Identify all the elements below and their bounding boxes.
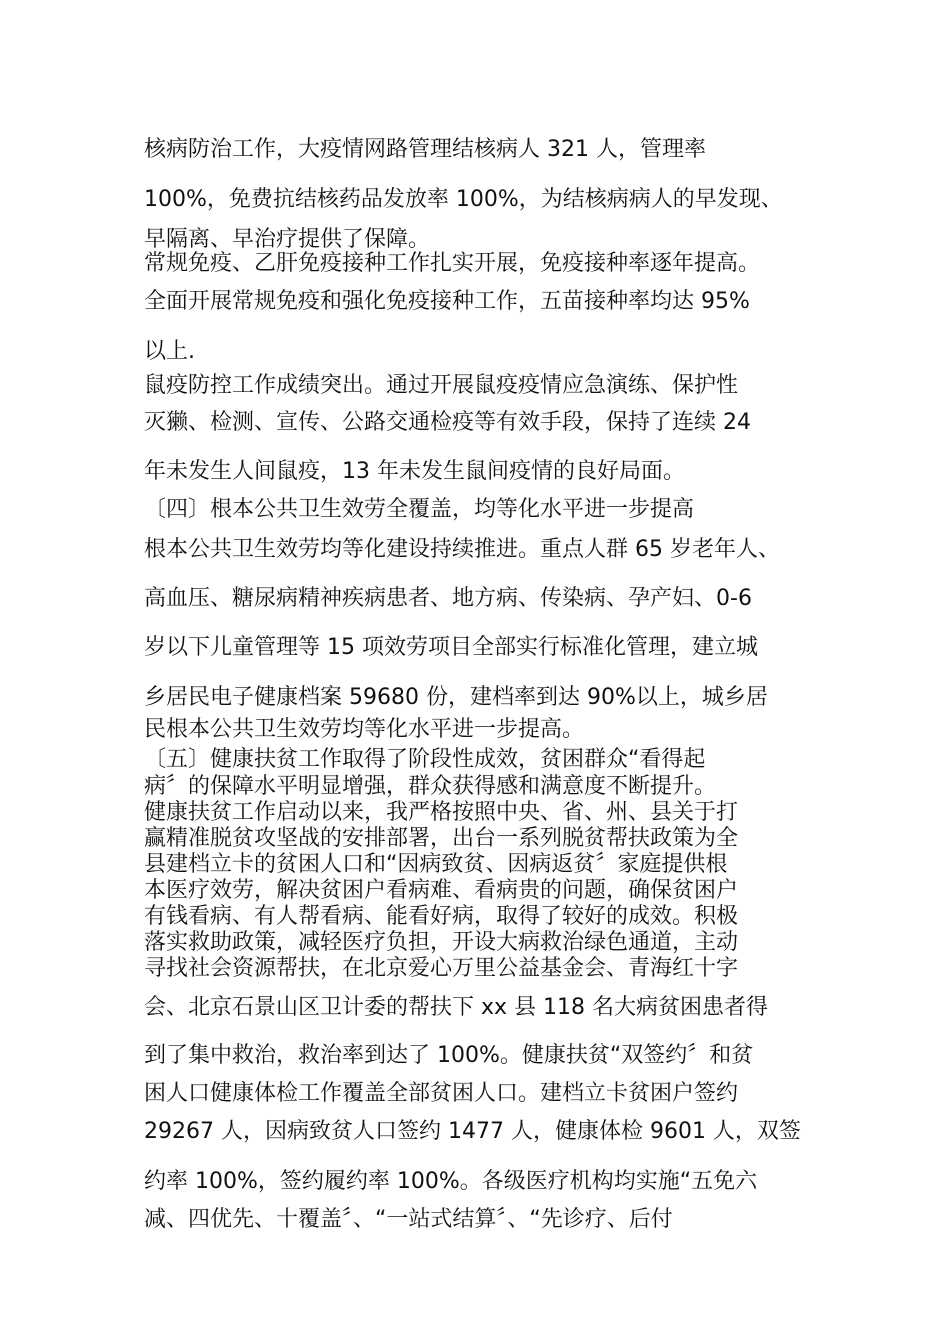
text-line: 以上. (144, 339, 195, 364)
text-line: 约率 100%，签约履约率 100%。各级医疗机构均实施“五免六 (144, 1169, 758, 1194)
text-line: 本医疗效劳，解决贫困户看病难、看病贵的问题，确保贫困户 (144, 878, 739, 903)
text-line: 会、北京石景山区卫计委的帮扶下 xx 县 118 名大病贫困患者得 (144, 995, 769, 1020)
text-line: 困人口健康体检工作覆盖全部贫困人口。建档立卡贫困户签约 (144, 1081, 739, 1106)
section-heading: 〔四〕根本公共卫生效劳全覆盖，均等化水平进一步提高 (144, 497, 695, 522)
section-heading: 病〞的保障水平明显增强，群众获得感和满意度不断提升。 (144, 774, 717, 799)
text-line: 乡居民电子健康档案 59680 份，建档率到达 90%以上，城乡居 (144, 685, 768, 710)
text-line: 寻找社会资源帮扶，在北京爱心万里公益基金会、青海红十字 (144, 956, 739, 981)
section-heading: 〔五〕健康扶贫工作取得了阶段性成效，贫困群众“看得起 (144, 747, 706, 772)
text-line: 民根本公共卫生效劳均等化水平进一步提高。 (144, 717, 585, 742)
text-line: 根本公共卫生效劳均等化建设持续推进。重点人群 65 岁老年人、 (144, 537, 780, 562)
text-line: 29267 人，因病致贫人口签约 1477 人，健康体检 9601 人，双签 (144, 1119, 801, 1144)
text-line: 健康扶贫工作启动以来，我严格按照中央、省、州、县关于打 (144, 800, 739, 825)
text-line: 鼠疫防控工作成绩突出。通过开展鼠疫疫情应急演练、保护性 (144, 373, 739, 398)
text-line: 灭獭、检测、宣传、公路交通检疫等有效手段，保持了连续 24 (144, 410, 751, 435)
text-line: 岁以下儿童管理等 15 项效劳项目全部实行标准化管理，建立城 (144, 635, 758, 660)
text-line: 高血压、糖尿病精神疾病患者、地方病、传染病、孕产妇、0-6 (144, 586, 752, 611)
text-line: 全面开展常规免疫和强化免疫接种工作，五苗接种率均达 95% (144, 289, 750, 314)
text-line: 落实救助政策，减轻医疗负担，开设大病救治绿色通道，主动 (144, 930, 739, 955)
text-line: 早隔离、早治疗提供了保障。 (144, 227, 431, 252)
text-line: 常规免疫、乙肝免疫接种工作扎实开展，免疫接种率逐年提高。 (144, 251, 761, 276)
text-line: 赢精准脱贫攻坚战的安排部署，出台一系列脱贫帮扶政策为全 (144, 826, 739, 851)
text-line: 到了集中救治，救治率到达了 100%。健康扶贫“双签约〞和贫 (144, 1043, 754, 1068)
text-line: 100%，免费抗结核药品发放率 100%，为结核病病人的早发现、 (144, 187, 783, 212)
text-line: 减、四优先、十覆盖〞、“一站式结算〞、“先诊疗、后付 (144, 1207, 673, 1232)
text-line: 核病防治工作，大疫情网路管理结核病人 321 人，管理率 (144, 137, 706, 162)
text-line: 县建档立卡的贫困人口和“因病致贫、因病返贫〞家庭提供根 (144, 852, 728, 877)
text-line: 有钱看病、有人帮看病、能看好病，取得了较好的成效。积极 (144, 904, 739, 929)
text-line: 年未发生人间鼠疫，13 年未发生鼠间疫情的良好局面。 (144, 459, 685, 484)
